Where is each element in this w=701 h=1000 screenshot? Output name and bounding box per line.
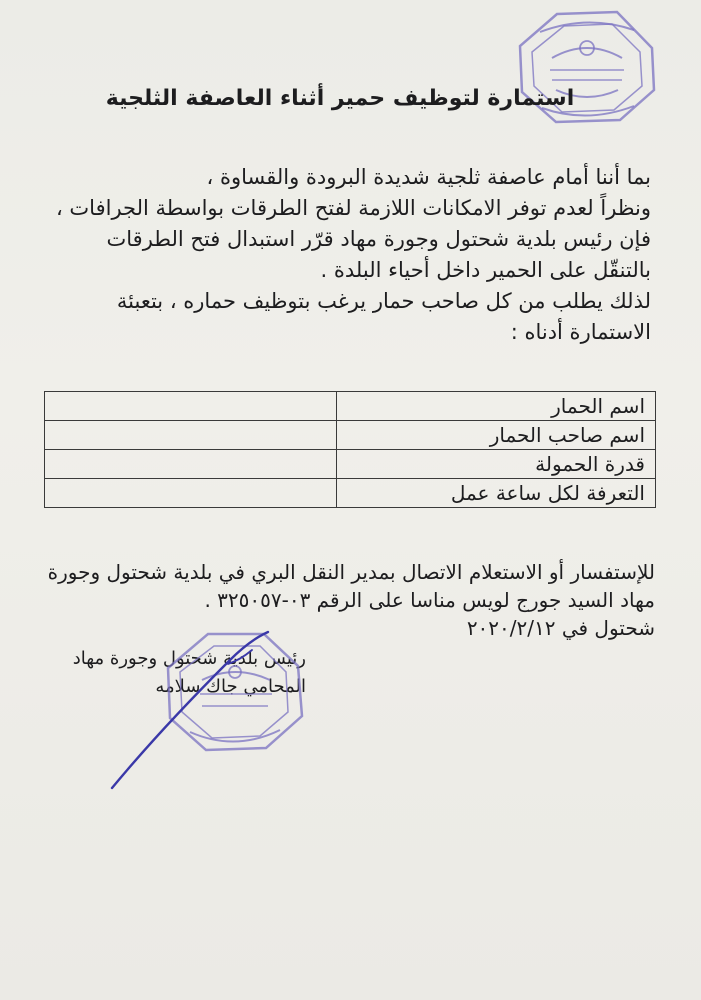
- table-row: [45, 479, 656, 508]
- form-label: قدرة الحمولة: [337, 450, 656, 479]
- table-row: [45, 450, 656, 479]
- form-value-cell[interactable]: [45, 479, 337, 508]
- signature-title: رئيس بلدية شحتول وجورة مهاد: [72, 648, 306, 669]
- page-title: استمارة لتوظيف حمير أثناء العاصفة الثلجية: [105, 86, 575, 111]
- form-label: التعرفة لكل ساعة عمل: [337, 479, 656, 508]
- paragraph: فإن رئيس بلدية شحتول وجورة مهاد قرّر استبدال فتح الطرقات بالتنقّل على الحمير داخل أحياء البلدة .: [106, 227, 651, 282]
- paragraph: بما أننا أمام عاصفة ثلجية شديدة البرودة والقساوة ،: [206, 165, 651, 189]
- signature-name: المحامي جاك سلامه: [155, 676, 306, 697]
- document-date: شحتول في ٢٠٢٠/٢/١٢: [466, 616, 655, 640]
- paragraph: لذلك يطلب من كل صاحب حمار يرغب بتوظيف حماره ، بتعبئة الاستمارة أدناه :: [116, 289, 651, 344]
- contact-text: للإستفسار أو الاستعلام الاتصال بمدير النقل البري في بلدية شحتول وجورة مهاد السيد جورج لويس مناسا على الرقم ٠٣-٣٢٥٠٥٧ .: [47, 560, 655, 612]
- signature-pen-stroke: [100, 620, 280, 800]
- paragraph: ونظراً لعدم توفر الامكانات اللازمة لفتح الطرقات بواسطة الجرافات ،: [55, 196, 651, 220]
- table-row: [45, 421, 656, 450]
- document-body: [51, 162, 651, 348]
- form-value-cell[interactable]: [45, 392, 337, 421]
- form-label: اسم الحمار: [337, 392, 656, 421]
- table-row: [45, 392, 656, 421]
- form-value-cell[interactable]: [45, 450, 337, 479]
- registration-form-table: [44, 391, 656, 508]
- form-value-cell[interactable]: [45, 421, 337, 450]
- form-label: اسم صاحب الحمار: [337, 421, 656, 450]
